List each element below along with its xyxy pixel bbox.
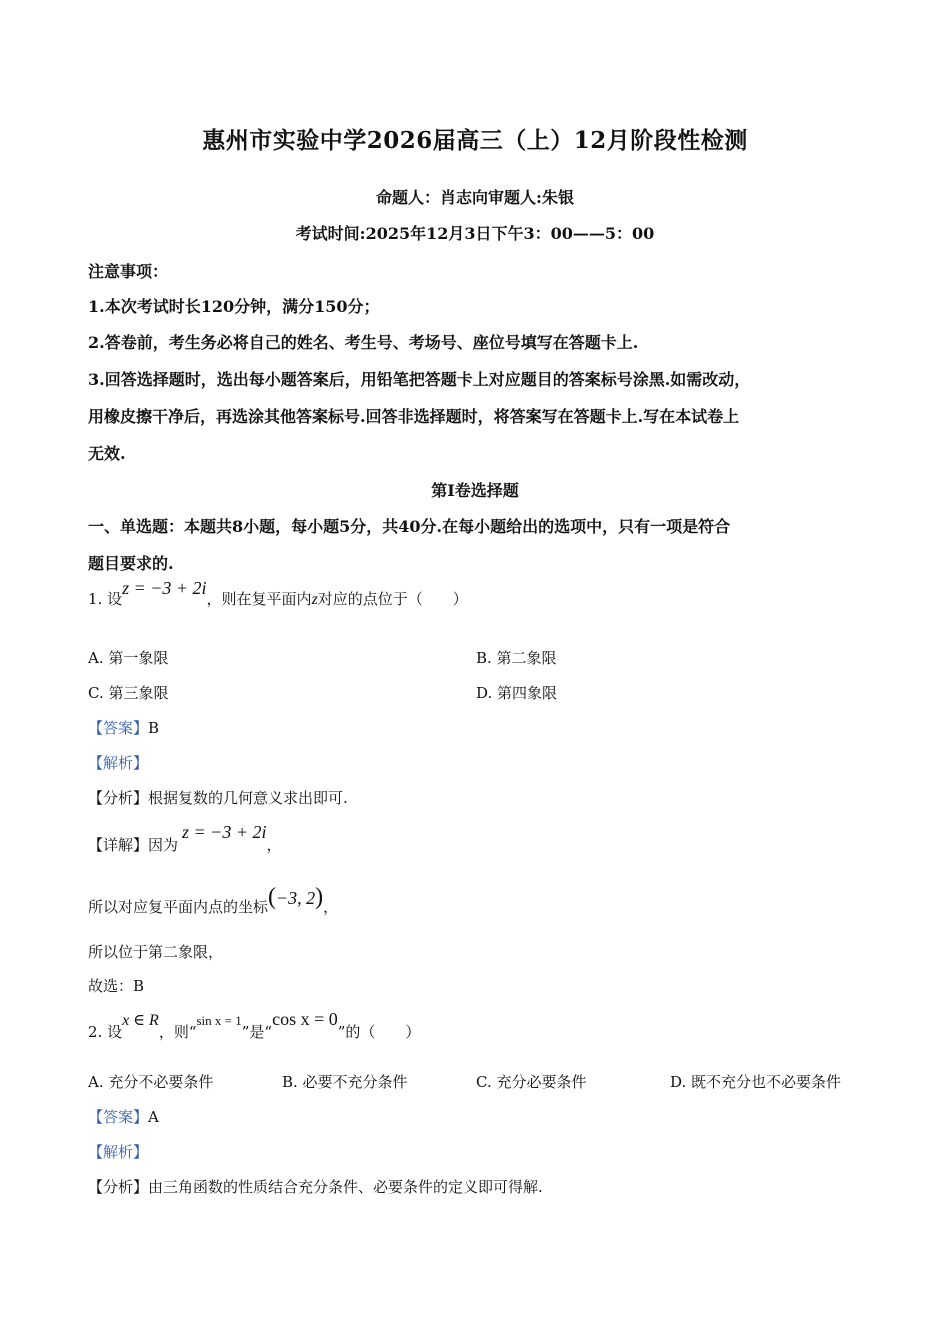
notes-heading: 注意事项： bbox=[88, 262, 169, 281]
analysis-label: 【分析】 bbox=[88, 789, 149, 807]
note-item-3-line-1: 3.回答选择题时，选出每小题答案后，用铅笔把答题卡上对应题目的答案标号涂黑.如需改动， bbox=[88, 370, 751, 389]
question-1-option-b: B. 第二象限 bbox=[476, 649, 557, 667]
exam-time-line: 考试时间:2025年12月3日下午3：00——5：00 bbox=[295, 224, 655, 243]
question-2-option-d: D. 既不充分也不必要条件 bbox=[670, 1073, 842, 1091]
question-2-option-c: C. 充分必要条件 bbox=[476, 1073, 587, 1091]
question-1-middle: ，则在复平面内 bbox=[206, 590, 312, 608]
question-2-suffix: ”的（ ） bbox=[337, 1023, 421, 1041]
question-1-coordinate bbox=[88, 884, 339, 919]
page-title: 惠州市实验中学2026届高三（上）12月阶段性检测 bbox=[202, 127, 748, 154]
question-2-is: ”是“ bbox=[241, 1023, 273, 1041]
question-2-analysis-tag: 【解析】 bbox=[88, 1143, 149, 1161]
analysis-text: 由三角函数的性质结合充分条件、必要条件的定义即可得解. bbox=[148, 1178, 543, 1196]
question-2-math-x: x ∈ R bbox=[122, 1012, 159, 1029]
note-item-3-line-3: 无效. bbox=[88, 444, 126, 463]
question-1-conclusion: 故选：B bbox=[88, 977, 145, 995]
question-2-math-cos: cos x = 0 bbox=[272, 1009, 338, 1029]
question-1-option-c: C. 第三象限 bbox=[88, 684, 169, 702]
answer-value: B bbox=[148, 719, 160, 737]
answer-tag: 【答案】 bbox=[88, 1108, 149, 1126]
question-1-option-d: D. 第四象限 bbox=[476, 684, 558, 702]
question-1-math-z: z bbox=[311, 591, 318, 608]
analysis-text: 根据复数的几何意义求出即可. bbox=[148, 789, 348, 807]
coord-suffix: ， bbox=[323, 898, 339, 916]
coord-math: (−3, 2) bbox=[268, 884, 324, 910]
question-2-option-a: A. 充分不必要条件 bbox=[88, 1073, 214, 1091]
question-1-quadrant: 所以位于第二象限， bbox=[88, 943, 224, 961]
question-1-detail bbox=[88, 822, 282, 855]
question-2-analysis bbox=[88, 1176, 543, 1197]
detail-prefix: 因为 bbox=[148, 836, 179, 854]
question-1-analysis bbox=[88, 787, 348, 808]
question-2-prefix: 2. 设 bbox=[88, 1023, 123, 1041]
note-item-3-line-2: 用橡皮擦干净后，再选涂其他答案标号.回答非选择题时，将答案写在答题卡上.写在本试卷上 bbox=[88, 407, 740, 426]
question-1-option-a: A. 第一象限 bbox=[88, 649, 169, 667]
section-intro-line-1: 一、单选题：本题共8小题，每小题5分，共40分.在每小题给出的选项中，只有一项是符合 bbox=[88, 517, 731, 536]
note-item-1: 1.本次考试时长120分钟，满分150分； bbox=[88, 297, 380, 316]
answer-tag: 【答案】 bbox=[88, 719, 149, 737]
coord-math-value: −3, 2 bbox=[276, 888, 316, 908]
section-title: 第I卷选择题 bbox=[431, 481, 519, 500]
question-2-math-sin: sin x = 1 bbox=[196, 1013, 242, 1028]
question-1-math-z-def: z = −3 + 2i bbox=[122, 578, 207, 598]
note-item-2: 2.答卷前，考生务必将自己的姓名、考生号、考场号、座位号填写在答题卡上. bbox=[88, 333, 639, 352]
question-1-stem bbox=[88, 578, 468, 609]
question-1-prefix: 1. 设 bbox=[88, 590, 123, 608]
question-1-analysis-tag: 【解析】 bbox=[88, 754, 149, 772]
authors-line: 命题人：肖志向审题人:朱银 bbox=[376, 188, 574, 207]
question-2-option-b: B. 必要不充分条件 bbox=[282, 1073, 408, 1091]
question-2-answer bbox=[88, 1106, 159, 1127]
question-2-then: ，则“ bbox=[158, 1023, 197, 1041]
question-1-suffix: 对应的点位于（ ） bbox=[317, 590, 468, 608]
answer-value: A bbox=[148, 1108, 159, 1126]
coord-prefix: 所以对应复平面内点的坐标 bbox=[88, 898, 269, 916]
detail-math: z = −3 + 2i bbox=[182, 822, 267, 842]
section-intro-line-2: 题目要求的. bbox=[88, 554, 174, 573]
detail-comma: ， bbox=[266, 836, 282, 854]
analysis-label: 【分析】 bbox=[88, 1178, 149, 1196]
question-1-answer bbox=[88, 717, 159, 738]
detail-label: 【详解】 bbox=[88, 836, 149, 854]
question-2-stem bbox=[88, 1009, 421, 1042]
